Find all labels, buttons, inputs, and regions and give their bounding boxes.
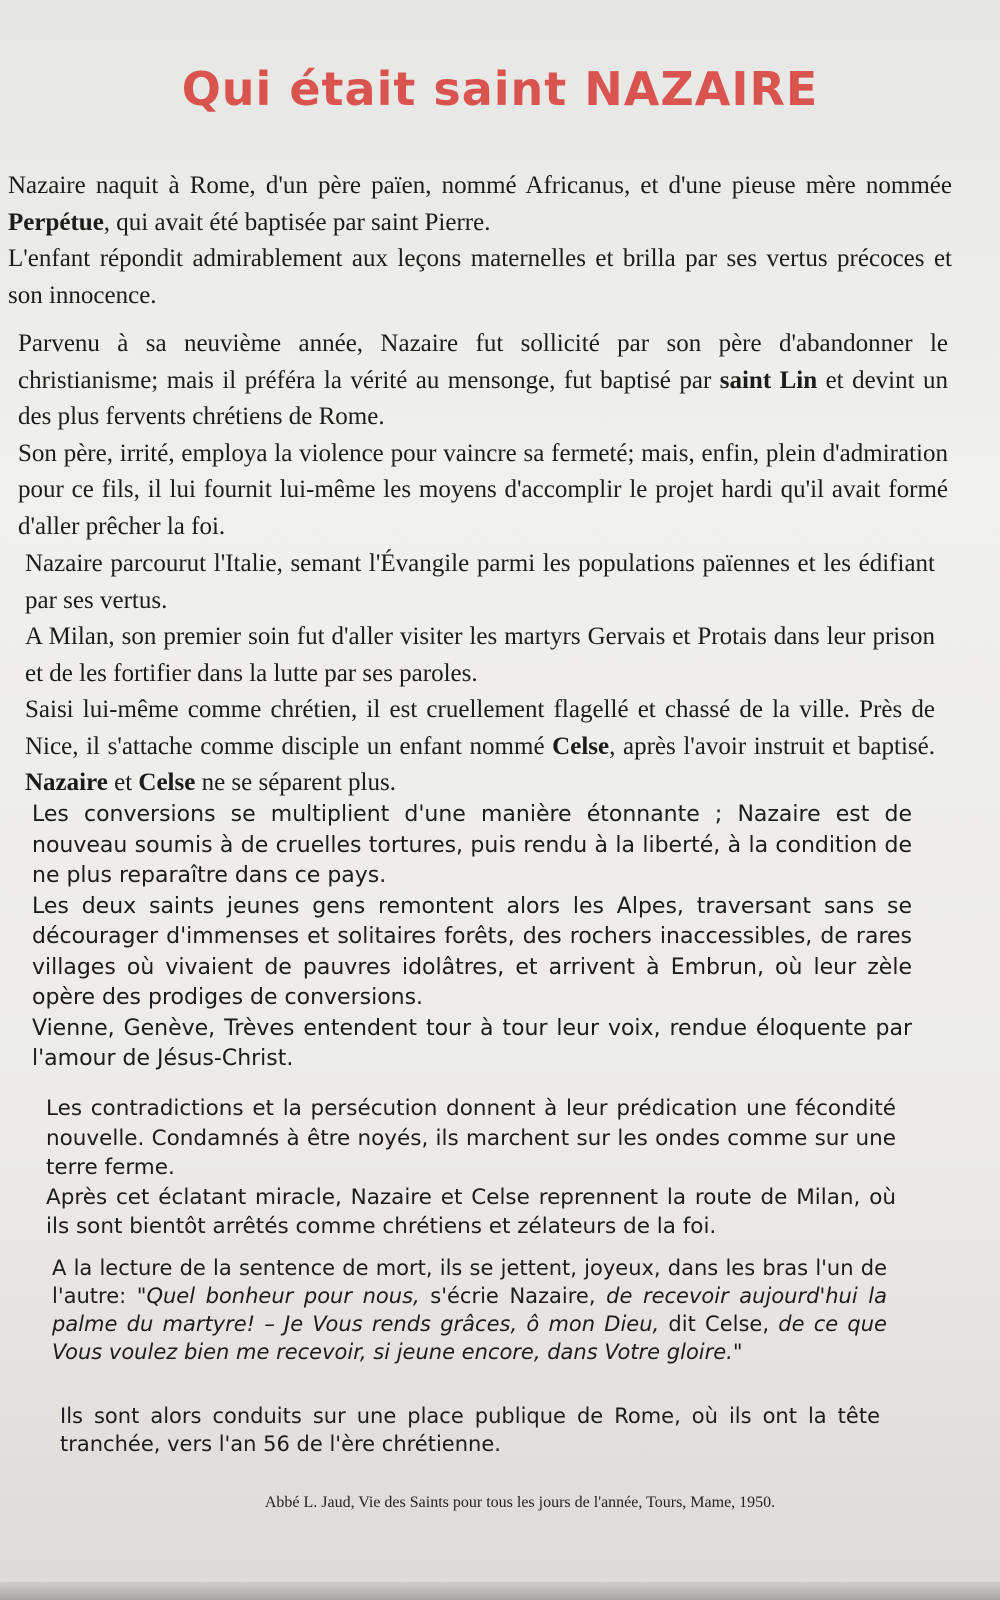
text-segment: s'écrie Nazaire, bbox=[419, 1284, 607, 1308]
text-segment: Son père, irrité, employa la violence pour vaincre sa fermeté; mais, enfin, plein d'admiration pour ce fils, il lui fournit lui-même les moyens d'accomplir le projet hardi qu'il avait formé d'aller prêcher la foi. bbox=[18, 439, 948, 540]
text-segment: , après l'avoir instruit et baptisé. bbox=[609, 732, 935, 760]
text-segment: Parvenu à sa neuvième année, Nazaire fut sollicité par son père d'abandonner le christianisme; mais il préféra la vérité au mensonge, fut baptisé par bbox=[18, 330, 948, 394]
text-segment: Les conversions se multiplient d'une manière étonnante ; Nazaire est de nouveau soumis à de cruelles tortures, puis rendu à la liberté, à la condition de ne plus reparaître dans ce pays. bbox=[32, 802, 912, 888]
text-segment: L'enfant répondit admirablement aux leçons maternelles et brilla par ses vertus précoces et son innocence. bbox=[8, 245, 952, 309]
text-segment: Les contradictions et la persécution donnent à leur prédication une fécondité nouvelle. Condamnés à être noyés, ils marchent sur les ondes comme sur une terre ferme. bbox=[46, 1096, 896, 1180]
italic-quote: "Quel bonheur pour nous, bbox=[136, 1284, 420, 1308]
paragraph-birth bbox=[8, 168, 952, 314]
text-segment: et devint un des plus fervents chrétiens de Rome. bbox=[18, 366, 949, 430]
text-segment: Après cet éclatant miracle, Nazaire et Celse reprennent la route de Milan, où ils sont bientôt arrêtés comme chrétiens et zélateurs de la foi. bbox=[46, 1184, 896, 1239]
frame-bottom-edge bbox=[0, 1582, 1000, 1600]
bold-name-perpetue: Perpétue bbox=[8, 208, 104, 236]
paragraph-sentence bbox=[52, 1254, 887, 1366]
paragraph-martyrdom bbox=[60, 1402, 880, 1458]
italic-quote: de ce que Vous voulez bien me recevoir, si jeune encore, dans Votre gloire." bbox=[52, 1312, 887, 1364]
text-segment: Les deux saints jeunes gens remontent alors les Alpes, traversant sans se décourager d'immenses et solitaires forêts, des rochers inaccessibles, de rares villages où vivaient de pauvres idolâtres, et arrivent à Embrun, où leur zèle opère des prodiges de conversions. bbox=[32, 893, 912, 1010]
text-segment: A Milan, son premier soin fut d'aller visiter les martyrs Gervais et Protais dans leur prison et de les fortifier dans la lutte par ses paroles. bbox=[25, 623, 935, 687]
page-title: Qui était saint NAZAIRE bbox=[181, 62, 819, 116]
text-segment: ne se séparent plus. bbox=[195, 769, 396, 796]
text-segment: Ils sont alors conduits sur une place publique de Rome, où ils ont la tête tranchée, vers l'an 56 de l'ère chrétienne. bbox=[60, 1404, 880, 1456]
italic-quote: de recevoir aujourd'hui la palme du martyre! – Je Vous rends grâces, ô mon Dieu, bbox=[52, 1284, 887, 1336]
text-segment: Nazaire parcourut l'Italie, semant l'Évangile parmi les populations païennes et les édifiant par ses vertus. bbox=[25, 550, 935, 614]
bold-name-nazaire: Nazaire bbox=[25, 769, 108, 796]
text-segment: Nazaire naquit à Rome, d'un père païen, nommé Africanus, et d'une pieuse mère nommée bbox=[8, 172, 952, 199]
text-segment: Saisi lui-même comme chrétien, il est cruellement flagellé et chassé de la ville. Près de Nice, il s'attache comme disciple un enfant nommé bbox=[25, 696, 935, 760]
bold-name-saint-lin: saint Lin bbox=[719, 366, 818, 394]
bold-name-celse: Celse bbox=[552, 732, 610, 760]
paragraph-conversions bbox=[32, 800, 912, 1075]
text-segment: et bbox=[107, 769, 139, 796]
paragraph-italy bbox=[25, 546, 935, 802]
bold-name-celse: Celse bbox=[138, 769, 196, 796]
paragraph-persecution bbox=[46, 1094, 896, 1242]
text-segment: A la lecture de la sentence de mort, ils se jettent, joyeux, dans les bras l'un de l'autre: bbox=[52, 1256, 887, 1308]
paragraph-baptism bbox=[18, 326, 948, 545]
text-segment: Vienne, Genève, Trèves entendent tour à tour leur voix, rendue éloquente par l'amour de Jésus-Christ. bbox=[32, 1015, 912, 1071]
text-segment: dit Celse, bbox=[659, 1312, 779, 1336]
source-citation: Abbé L. Jaud, Vie des Saints pour tous les jours de l'année, Tours, Mame, 1950. bbox=[264, 1494, 776, 1511]
text-segment: , qui avait été baptisée par saint Pierre. bbox=[103, 208, 491, 236]
